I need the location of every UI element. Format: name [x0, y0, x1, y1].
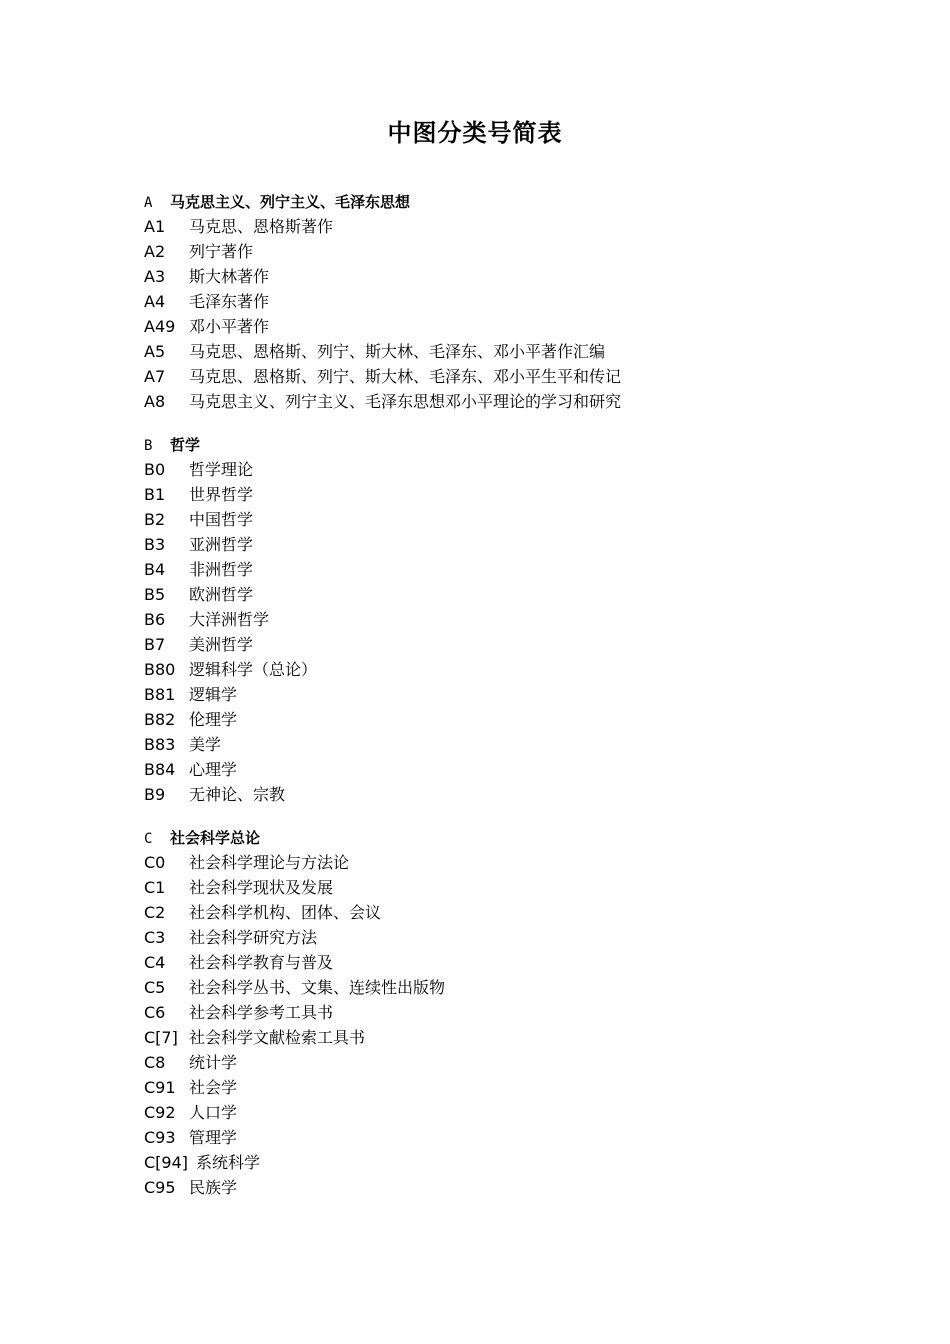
entry-label: 统计学: [189, 1053, 238, 1072]
list-item: [144, 289, 864, 314]
list-item: [144, 1025, 864, 1050]
entry-label: 逻辑科学（总论）: [189, 660, 318, 679]
entry-code: C[94]: [144, 1153, 189, 1172]
entry-code: B5: [144, 585, 166, 604]
entry-label: 马克思、恩格斯、列宁、斯大林、毛泽东、邓小平生平和传记: [189, 367, 622, 386]
section-a: [144, 191, 864, 414]
section-name: 哲学: [170, 436, 201, 454]
section-heading: [144, 191, 864, 214]
entry-code: B82: [144, 710, 176, 729]
entry-code: C0: [144, 853, 166, 872]
list-item: [144, 975, 864, 1000]
list-item: [144, 1000, 864, 1025]
section-code: C: [144, 831, 153, 847]
entry-code: B3: [144, 535, 166, 554]
list-item: [144, 707, 864, 732]
list-item: [144, 925, 864, 950]
list-item: [144, 900, 864, 925]
entry-label: 非洲哲学: [189, 560, 254, 579]
entry-label: 无神论、宗教: [189, 785, 286, 804]
entry-code: A1: [144, 217, 166, 236]
entry-label: 世界哲学: [189, 485, 254, 504]
entry-code: A49: [144, 317, 176, 336]
entry-label: 亚洲哲学: [189, 535, 254, 554]
entry-label: 社会学: [189, 1078, 238, 1097]
entry-label: 社会科学机构、团体、会议: [189, 903, 382, 922]
entry-label: 欧洲哲学: [189, 585, 254, 604]
page-title: 中图分类号简表: [387, 119, 563, 147]
entry-label: 系统科学: [196, 1153, 261, 1172]
entry-label: 马克思、恩格斯、列宁、斯大林、毛泽东、邓小平著作汇编: [189, 342, 606, 361]
entry-label: 民族学: [189, 1178, 238, 1197]
entry-code: C3: [144, 928, 166, 947]
entry-label: 大洋洲哲学: [189, 610, 270, 629]
section-name: 马克思主义、列宁主义、毛泽东思想: [170, 193, 411, 211]
entry-label: 马克思主义、列宁主义、毛泽东思想邓小平理论的学习和研究: [189, 392, 622, 411]
list-item: [144, 632, 864, 657]
entry-label: 社会科学文献检索工具书: [189, 1028, 366, 1047]
entry-label: 美学: [189, 735, 222, 754]
entry-label: 美洲哲学: [189, 635, 254, 654]
list-item: [144, 1125, 864, 1150]
entry-label: 社会科学现状及发展: [189, 878, 334, 897]
entry-code: A4: [144, 292, 166, 311]
entry-label: 邓小平著作: [189, 317, 270, 336]
list-item: [144, 875, 864, 900]
list-item: [144, 950, 864, 975]
list-item: [144, 732, 864, 757]
list-item: [144, 1050, 864, 1075]
entry-code: C1: [144, 878, 166, 897]
entry-code: C8: [144, 1053, 166, 1072]
list-item: [144, 214, 864, 239]
list-item: [144, 850, 864, 875]
entry-code: B7: [144, 635, 166, 654]
list-item: [144, 1100, 864, 1125]
section-heading: [144, 434, 864, 457]
entry-code: C2: [144, 903, 166, 922]
list-item: [144, 239, 864, 264]
entry-code: B84: [144, 760, 176, 779]
list-item: [144, 582, 864, 607]
entry-label: 心理学: [189, 760, 238, 779]
list-item: [144, 389, 864, 414]
entry-label: 列宁著作: [189, 242, 254, 261]
entry-label: 社会科学研究方法: [189, 928, 318, 947]
list-item: [144, 782, 864, 807]
classification-list: [144, 191, 864, 1220]
entry-code: C95: [144, 1178, 176, 1197]
section-c: [144, 827, 864, 1200]
list-item: [144, 364, 864, 389]
entry-code: C5: [144, 978, 166, 997]
list-item: [144, 482, 864, 507]
entry-code: A2: [144, 242, 166, 261]
entry-label: 哲学理论: [189, 460, 254, 479]
entry-code: C6: [144, 1003, 166, 1022]
list-item: [144, 757, 864, 782]
section-code: A: [144, 195, 153, 211]
section-code: B: [144, 438, 153, 454]
entry-code: B83: [144, 735, 176, 754]
entry-code: B4: [144, 560, 166, 579]
list-item: [144, 532, 864, 557]
list-item: [144, 1150, 864, 1175]
entry-label: 管理学: [189, 1128, 238, 1147]
entry-code: A5: [144, 342, 166, 361]
list-item: [144, 339, 864, 364]
entry-code: C93: [144, 1128, 176, 1147]
entry-code: B6: [144, 610, 166, 629]
entry-code: B0: [144, 460, 166, 479]
entry-code: C[7]: [144, 1028, 178, 1047]
entry-code: C91: [144, 1078, 176, 1097]
entry-label: 毛泽东著作: [189, 292, 270, 311]
entry-label: 社会科学教育与普及: [189, 953, 334, 972]
entry-code: B80: [144, 660, 176, 679]
entry-code: C4: [144, 953, 166, 972]
entry-label: 社会科学理论与方法论: [189, 853, 350, 872]
entry-label: 逻辑学: [189, 685, 238, 704]
list-item: [144, 457, 864, 482]
list-item: [144, 557, 864, 582]
list-item: [144, 657, 864, 682]
list-item: [144, 314, 864, 339]
entry-code: A8: [144, 392, 166, 411]
entry-code: B1: [144, 485, 166, 504]
list-item: [144, 607, 864, 632]
entry-code: C92: [144, 1103, 176, 1122]
section-name: 社会科学总论: [170, 829, 261, 847]
section-b: [144, 434, 864, 807]
entry-code: A7: [144, 367, 166, 386]
entry-label: 斯大林著作: [189, 267, 270, 286]
entry-label: 社会科学参考工具书: [189, 1003, 334, 1022]
entry-code: A3: [144, 267, 166, 286]
entry-label: 马克思、恩格斯著作: [189, 217, 334, 236]
entry-code: B2: [144, 510, 166, 529]
list-item: [144, 1175, 864, 1200]
entry-label: 人口学: [189, 1103, 238, 1122]
entry-label: 中国哲学: [189, 510, 254, 529]
entry-code: B9: [144, 785, 166, 804]
list-item: [144, 682, 864, 707]
list-item: [144, 507, 864, 532]
list-item: [144, 1075, 864, 1100]
list-item: [144, 264, 864, 289]
entry-label: 伦理学: [189, 710, 238, 729]
entry-label: 社会科学丛书、文集、连续性出版物: [189, 978, 446, 997]
section-heading: [144, 827, 864, 850]
entry-code: B81: [144, 685, 176, 704]
